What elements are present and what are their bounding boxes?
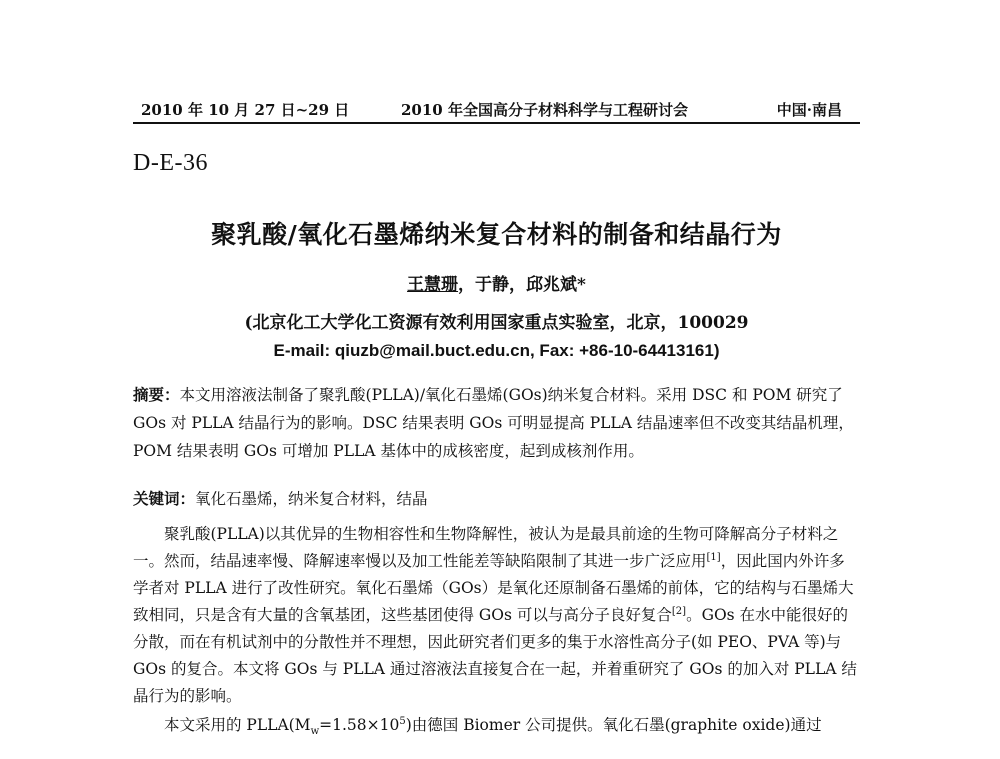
- keywords-label: 关键词：: [133, 490, 196, 508]
- paragraph-text: 。GOs 在水中能很好的分散，而在有机试剂中的分散性并不理想，因此研究者们更多的集于水溶性高分子(如 PEO、PVA 等)与 GOs 的复合。本文将 GOs 与 PLLA 通过溶液法直接复合在一起，并着重研究了 GOs 的加入对 PLLA 结晶行为的影响。: [133, 606, 857, 705]
- header-conference: 2010 年全国高分子材料科学与工程研讨会: [401, 101, 688, 119]
- paper-title: 聚乳酸/氧化石墨烯纳米复合材料的制备和结晶行为: [211, 220, 782, 249]
- paragraph-introduction: [133, 521, 860, 710]
- abstract-label: 摘要：: [133, 386, 180, 404]
- author-list: [133, 270, 860, 295]
- affiliation: (北京化工大学化工资源有效利用国家重点实验室，北京，100029: [244, 313, 749, 333]
- paragraph-text: 聚乳酸(PLLA)以其优异的生物相容性和生物降解性，被认为是最具前途的生物可降解高分子材料之一。然而，结晶速率慢、降解速率慢以及加工性能差等缺陷限制了其进一步广泛应用: [133, 525, 839, 570]
- paragraph-text: )由德国 Biomer 公司提供。氧化石墨(graphite oxide)通过: [405, 716, 822, 734]
- running-header: [133, 99, 860, 121]
- keywords: [133, 486, 860, 512]
- other-authors: ，于静，邱兆斌*: [458, 275, 586, 295]
- keywords-text: 氧化石墨烯，纳米复合材料，结晶: [195, 490, 428, 508]
- contact-line: E-mail: qiuzb@mail.buct.edu.cn, Fax: +86-10-64413161): [273, 341, 720, 360]
- header-divider: [133, 122, 860, 124]
- paragraph-text: =1.58×10: [319, 716, 400, 734]
- body-text: [133, 521, 860, 741]
- superscript-exponent: 5: [399, 715, 406, 727]
- abstract: [133, 381, 860, 465]
- paper-id: D-E-36: [133, 150, 208, 176]
- paragraph-materials: [133, 712, 860, 739]
- header-date: 2010 年 10 月 27 日~29 日: [141, 101, 350, 119]
- abstract-text: 本文用溶液法制备了聚乳酸(PLLA)/氧化石墨烯(GOs)纳米复合材料。采用 DSC 和 POM 研究了 GOs 对 PLLA 结晶行为的影响。DSC 结果表明 GOs 可明显提高 PLLA 结晶速率但不改变其结晶机理，POM 结果表明 GOs 可增加 PLLA 基体中的成核密度，起到成核剂作用。: [133, 386, 854, 460]
- paragraph-text: ，因此国内外许多学者对 PLLA 进行了改性研究。氧化石墨烯（GOs）是氧化还原制备石墨烯的前体，它的结构与石墨烯大致相同，只是含有大量的含氧基团，这些基团使得 GOs 可以与高分子良好复合: [133, 552, 854, 624]
- citation-2: [2]: [671, 605, 687, 617]
- header-location: 中国·南昌: [776, 101, 842, 119]
- paragraph-text: 本文采用的 PLLA(M: [164, 716, 311, 734]
- subscript-w: w: [310, 726, 320, 738]
- first-author: 王慧珊: [407, 275, 459, 295]
- citation-1: [1]: [706, 551, 721, 563]
